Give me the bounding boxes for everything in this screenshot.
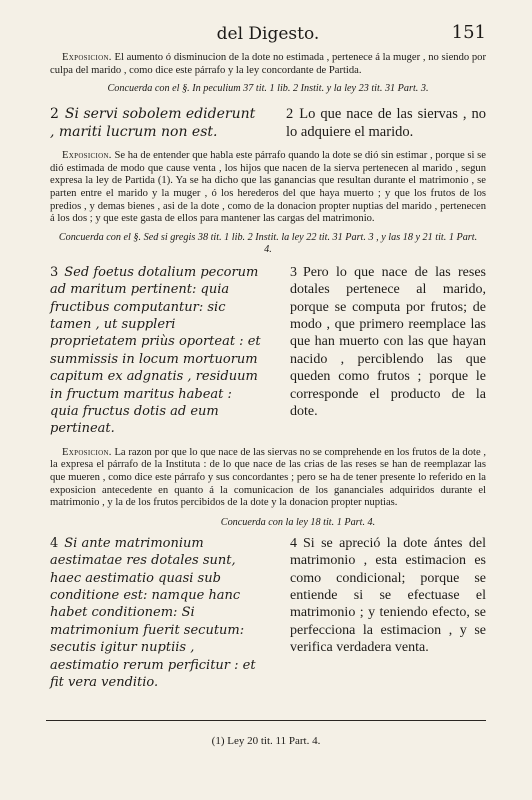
spanish-text-2 — [286, 105, 486, 141]
exposicion-text: La razon por que lo que nace de las siervas no se comprehende en los frutos de la dote , la expresa el párrafo de la Instituta : de lo que nace de las crias de las reses se han de reemplazar las que mueren , como dice este párrafo y sus concordantes ; pero se ha de tener presente lo referido en la exposicion antecedente en quanto á la comunicacion de los gananciales adquiridos durante el matrimonio , y la de los frutos percibidos de la dote y la donacion propter nuptias. — [50, 446, 486, 509]
section-number: 2 — [286, 106, 294, 123]
page-header — [50, 18, 486, 48]
spanish-body: Si se apreció la dote ántes del matrimonio , esta estimacion es como condicional; porque se entiende si se efectuase el matrimonio ; y teniendo efecto, se perfecciona la estimacion , y se verifica verdadera venta. — [290, 535, 486, 656]
footnote: (1) Ley 20 tit. 11 Part. 4. — [211, 735, 321, 747]
footnote-rule — [46, 720, 486, 721]
exposicion-text: El aumento ó disminucion de la dote no estimada , pertenece á la muger , no siendo por culpa del marido , como dice este párrafo y la ley concordante de Partida. — [50, 52, 486, 76]
concordancia-1: Concuerda con el §. In peculium 37 tit. 1 lib. 2 Instit. y la ley 23 tit. 31 Part. 3. — [107, 83, 429, 95]
exposicion-3 — [50, 447, 486, 510]
running-title: del Digesto. — [216, 24, 320, 44]
section-number: 3 — [50, 264, 59, 280]
section-number: 3 — [290, 264, 297, 280]
spanish-text-3 — [290, 264, 486, 438]
concordancia-3: Concuerda con la ley 18 tit. 1 Part. 4. — [220, 516, 376, 528]
latin-body: Sed foetus dotalium pecorum ad maritum pertinent: quia fructibus computantur: sic tamen , ut suppleri proprietatem priùs oporteat : et summissis in locum mortuorum capitum ex adgnatis , residuum in fructum maritus habeat : quia fructus dotis ad eum pertineat. — [50, 264, 261, 437]
exposicion-2 — [50, 150, 486, 226]
exposicion-lead: Exposicion. — [62, 52, 112, 63]
section-number: 4 — [290, 535, 297, 551]
section-3 — [50, 264, 486, 438]
latin-body: Si servi sobolem ediderunt , mariti lucrum non est. — [50, 106, 256, 141]
spanish-body: Lo que nace de las siervas , no lo adquiere el marido. — [286, 106, 486, 141]
latin-text-3 — [50, 264, 264, 438]
latin-text-4 — [50, 535, 264, 692]
spanish-text-4 — [290, 535, 486, 692]
section-number: 4 — [50, 535, 59, 551]
latin-body: Si ante matrimonium aestimatae res dotales sunt, haec aestimatio quasi sub conditione est: namque hanc habet conditionem: Si matrimonium fuerit secutum: secutis igitur nuptiis , aestimatio rerum perficitur : et fit vera venditio. — [50, 535, 256, 691]
page-number: 151 — [451, 22, 486, 43]
section-number: 2 — [50, 106, 59, 123]
exposicion-text: Se ha de entender que habla este párrafo quando la dote se dió sin estimar , porque si se dió estimada de modo que cause venta , los hijos que nacen de la sierva pertenecen al marido , segun expresa la ley de Partida (1). Ya se ha dicho que las ganancias que resultan durante el matrimonio , se parten entre el marido y la muger , ó los herederos del que haya muerto ; y que los frutos de los predios , y demas bienes , asi de la dote , como de la donacion propter nuptias del marido , pertenecen á los dos ; y que este gasta de ellos para mantener las cargas del matrimonio. — [50, 150, 486, 225]
exposicion-lead: Exposicion. — [62, 446, 112, 458]
concordancia-2: Concuerda con el §. Sed si gregis 38 tit. 1 lib. 2 Instit. la ley 22 tit. 31 Part. 3 , y las 18 y 21 tit. 1 Part. 4. — [58, 231, 478, 255]
exposicion-lead: Exposicion. — [62, 150, 112, 162]
latin-text-2 — [50, 105, 264, 141]
section-4 — [50, 535, 486, 692]
section-2 — [50, 105, 486, 141]
spanish-body: Pero lo que nace de las reses dotales pertenece al marido, porque se computa por frutos; de modo , que primero reemplace las que han muerto con las que hayan nacido , perciblendo las que queden como frutos ; porque le corresponde el producto de la dote. — [290, 264, 486, 419]
exposicion-1 — [50, 52, 486, 77]
